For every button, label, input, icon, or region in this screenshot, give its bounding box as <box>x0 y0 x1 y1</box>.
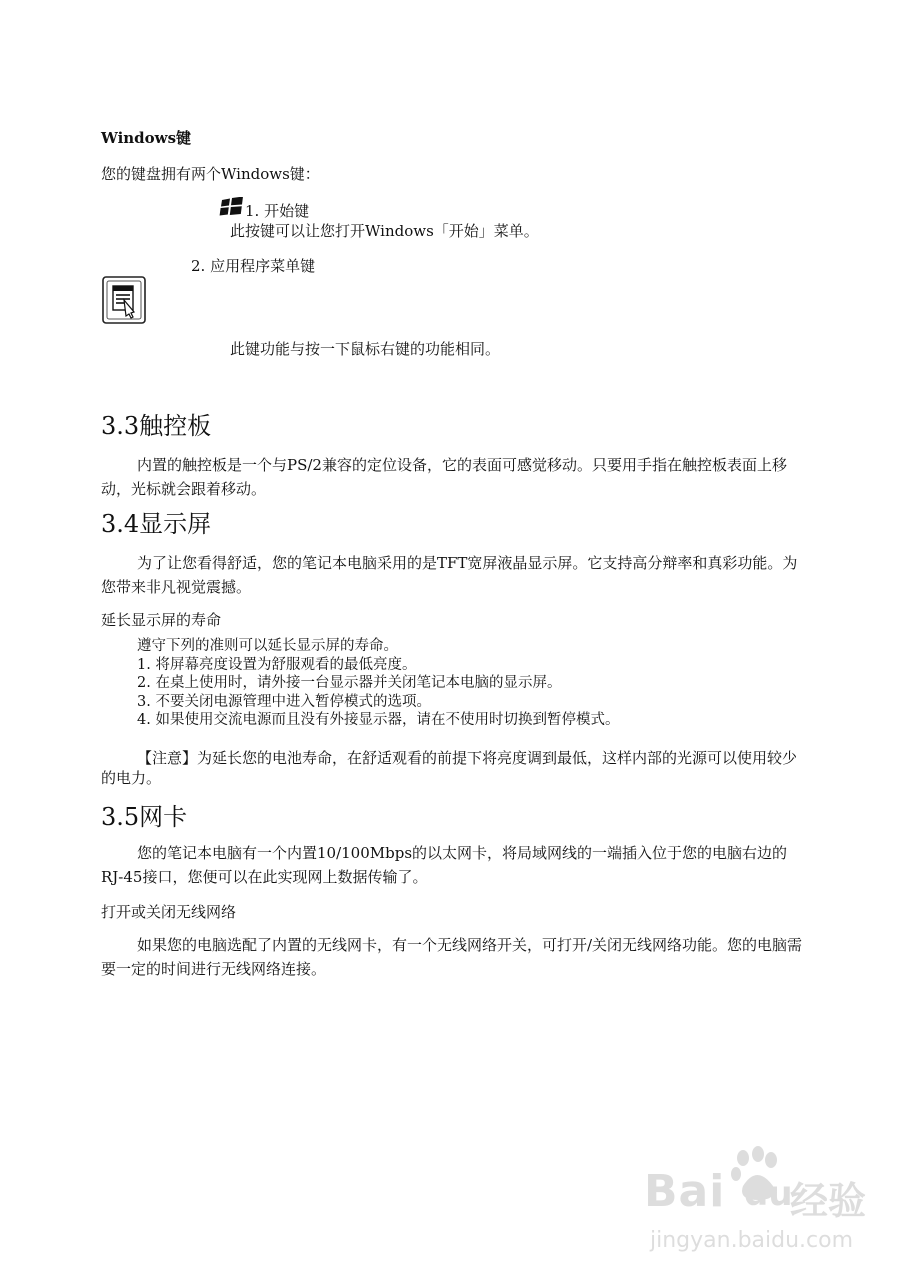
windows-key-intro: 您的键盘拥有两个Windows键： <box>101 165 320 183</box>
start-key-label: 1. 开始键 <box>245 202 310 220</box>
network-paragraph: 您的笔记本电脑有一个内置10/100Mbps的以太网卡，将局域网线的一端插入位于您的电脑右边的RJ-45接口，您便可以在此实现网上数据传输了。 <box>101 844 788 886</box>
watermark-brand: Bai <box>644 1166 726 1217</box>
list-item: 遵守下列的准则可以延长显示屏的寿命。 <box>137 638 398 654</box>
touchpad-paragraph: 内置的触控板是一个与PS/2兼容的定位设备，它的表面可感觉移动。只要用手指在触控板表面上移动，光标就会跟着移动。 <box>101 456 787 498</box>
display-heading: 3.4显示屏 <box>101 510 212 538</box>
display-lifespan-subheading: 延长显示屏的寿命 <box>101 611 222 629</box>
app-menu-key-label: 2. 应用程序菜单键 <box>191 257 316 275</box>
list-item: 2. 在桌上使用时，请外接一台显示器并关闭笔记本电脑的显示屏。 <box>137 675 562 691</box>
wireless-paragraph: 如果您的电脑选配了内置的无线网卡，有一个无线网络开关，可打开/关闭无线网络功能。您的电脑需要一定的时间进行无线网络连接。 <box>101 936 803 978</box>
display-paragraph: 为了让您看得舒适，您的笔记本电脑采用的是TFT宽屏液晶显示屏。它支持高分辩率和真彩功能。为您带来非凡视觉震撼。 <box>101 554 798 596</box>
windows-key-heading: Windows键 <box>101 129 192 147</box>
watermark-brand-du: du <box>744 1174 793 1214</box>
baidu-watermark <box>640 1140 880 1265</box>
wireless-subheading: 打开或关闭无线网络 <box>101 903 237 921</box>
display-tips-list <box>137 637 619 730</box>
list-item: 1. 将屏幕亮度设置为舒服观看的最低亮度。 <box>137 656 417 673</box>
watermark-url: jingyan.baidu.com <box>650 1228 854 1253</box>
battery-note: 【注意】为延长您的电池寿命，在舒适观看的前提下将亮度调到最低，这样内部的光源可以使用较少的电力。 <box>101 749 798 787</box>
list-item: 4. 如果使用交流电源而且没有外接显示器，请在不使用时切换到暂停模式。 <box>137 712 620 728</box>
windows-logo-icon <box>219 197 245 217</box>
app-menu-key-description: 此键功能与按一下鼠标右键的功能相同。 <box>230 340 501 358</box>
touchpad-heading: 3.3触控板 <box>101 412 212 440</box>
watermark-brand-cn: 经验 <box>790 1179 867 1223</box>
app-menu-key-icon <box>102 276 146 324</box>
list-item: 3. 不要关闭电源管理中进入暂停模式的选项。 <box>137 693 431 710</box>
network-heading: 3.5网卡 <box>101 803 188 831</box>
start-key-description: 此按键可以让您打开Windows「开始」菜单。 <box>230 222 539 240</box>
